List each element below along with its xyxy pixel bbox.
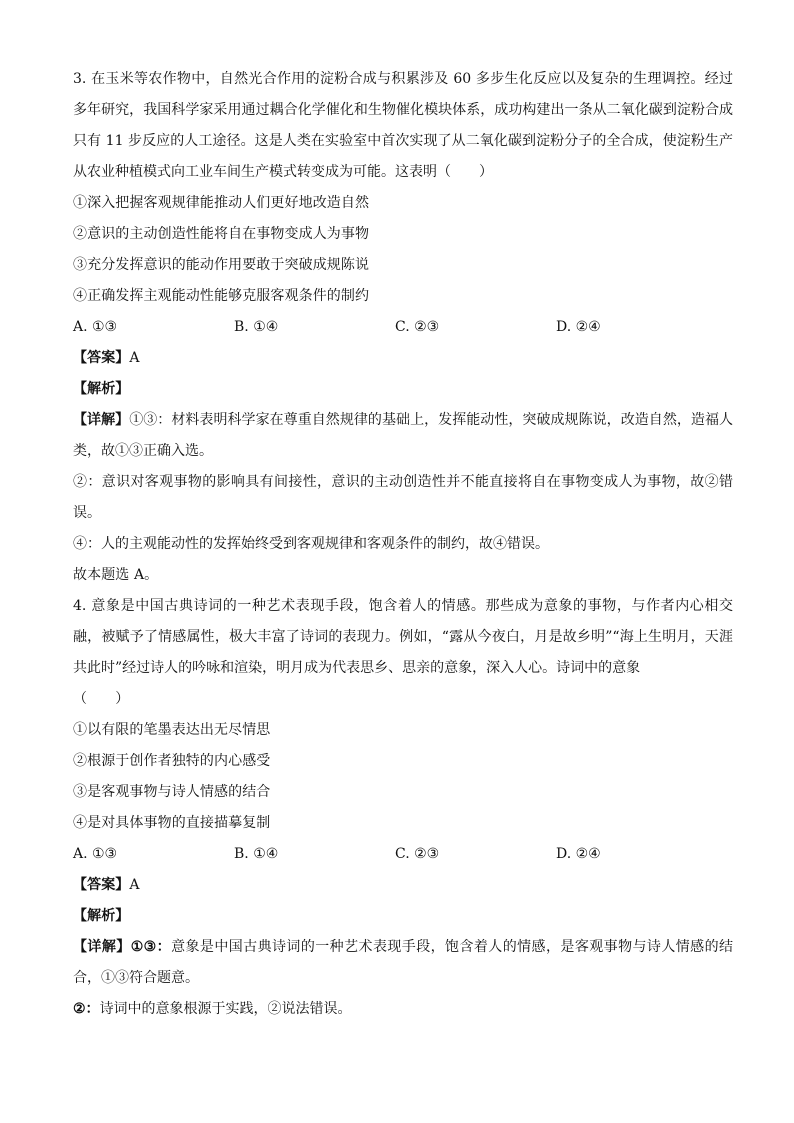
- statement-4: ④正确发挥主观能动性能够克服客观条件的制约: [73, 288, 370, 304]
- detail-paragraph: [73, 932, 733, 994]
- answer-options: [73, 312, 733, 343]
- option-b: B. ①④: [234, 846, 279, 862]
- statement-2: ②意识的主动创造性能将自在事物变成人为事物: [73, 226, 370, 242]
- option-a: A. ①③: [73, 846, 118, 862]
- detail-tag: 【详解】: [73, 412, 130, 428]
- analysis-tag: 【解析】: [73, 381, 130, 397]
- option-c: C. ②③: [395, 319, 440, 335]
- statement-1: ①以有限的笔墨表达出无尽情思: [73, 722, 271, 738]
- statement-1: ①深入把握客观规律能推动人们更好地改造自然: [73, 195, 370, 211]
- detail-text: 材料表明科学家在尊重自然规律的基础上，发挥能动性，突破成规陈说，改造自然，造福人类，故①③正确入选。: [73, 412, 734, 459]
- detail-lead: ①③：: [130, 939, 172, 955]
- detail-text-2: ①③符合题意。: [101, 970, 199, 986]
- note-paragraph: ②：意识对客观事物的影响具有间接性，意识的主动创造性并不能直接将自在事物变成人为事物，故②错误。: [73, 474, 733, 521]
- question-3: [73, 64, 733, 591]
- question-4: [73, 591, 733, 1025]
- answer-options: [73, 839, 733, 870]
- answer-tag: 【答案】: [73, 350, 130, 366]
- question-stem: 3. 在玉米等农作物中，自然光合作用的淀粉合成与积累涉及 60 多步生化反应以及复杂的生理调控。经过多年研究，我国科学家采用通过耦合化学催化和生物催化模块体系，成功构建出一条从二氧化碳到淀粉合成只有 11 步反应的人工途径。这是人类在实验室中首次实现了从二氧化碳到淀粉分子的全合成，使淀粉生产从农业种植模式向工业车间生产模式转变成为可能。这表明（ ）: [73, 71, 733, 180]
- detail-text: 意象是中国古典诗词的一种艺术表现手段，饱含着人的情感，是客观事物与诗人情感的结合，: [73, 939, 734, 986]
- option-a: A. ①③: [73, 319, 118, 335]
- answer-tag: 【答案】: [73, 877, 130, 893]
- statement-4: ④是对具体事物的直接描摹复制: [73, 815, 271, 831]
- conclusion-line: 故本题选 A。: [73, 567, 159, 583]
- answer-line: [73, 870, 733, 901]
- statement-3: ③充分发挥意识的能动作用要敢于突破成规陈说: [73, 257, 370, 273]
- analysis-line: [73, 901, 733, 932]
- analysis-line: [73, 374, 733, 405]
- answer-line: [73, 343, 733, 374]
- detail-lead: ①③：: [129, 412, 172, 428]
- note-lead: ②：: [73, 1001, 100, 1017]
- note-text: 诗词中的意象根源于实践，②说法错误。: [99, 1001, 352, 1017]
- option-c: C. ②③: [395, 846, 440, 862]
- detail-paragraph: [73, 405, 733, 467]
- question-stem: 4. 意象是中国古典诗词的一种艺术表现手段，饱含着人的情感。那些成为意象的事物，与作者内心相交融，被赋予了情感属性，极大丰富了诗词的表现力。例如，“露从今夜白，月是故乡明”“海上生明月，天涯共此时”经过诗人的吟咏和渲染，明月成为代表思乡、思亲的意象，深入人心。诗词中的意象: [73, 598, 733, 676]
- analysis-tag: 【解析】: [73, 908, 130, 924]
- statement-3: ③是客观事物与诗人情感的结合: [73, 784, 271, 800]
- statement-2: ②根源于创作者独特的内心感受: [73, 753, 271, 769]
- document-page: [73, 64, 733, 1025]
- note-paragraph: [73, 994, 733, 1025]
- question-blank: （ ）: [73, 691, 130, 707]
- option-d: D. ②④: [556, 319, 601, 335]
- answer-value: A: [129, 877, 140, 893]
- note-paragraph: ④：人的主观能动性的发挥始终受到客观规律和客观条件的制约，故④错误。: [73, 536, 549, 552]
- option-d: D. ②④: [556, 846, 601, 862]
- detail-tag: 【详解】: [73, 939, 131, 955]
- option-b: B. ①④: [234, 319, 279, 335]
- answer-value: A: [129, 350, 140, 366]
